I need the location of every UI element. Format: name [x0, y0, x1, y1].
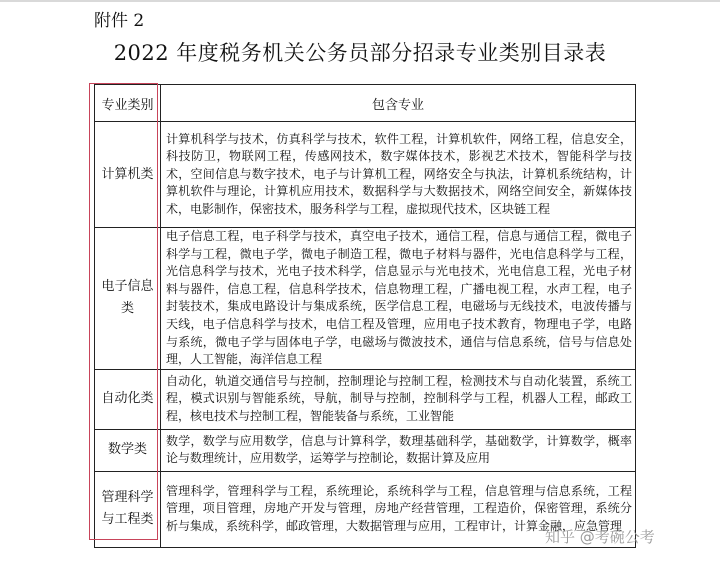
major-category-table	[94, 84, 636, 548]
row-category: 管理科学与工程类	[95, 471, 161, 547]
row-majors: 计算机科学与技术，仿真科学与技术，软件工程，计算机软件，网络工程，信息安全，科技防卫，物联网工程，传感网技术，数字媒体技术，影视艺术技术，智能科学与技术，空间信息与数字技术，电子与计算机工程，网络安全与执法，计算机系统结构，计算机软件与理论，计算机应用技术，数据科学与大数据技术，网络空间安全，新媒体技术，电影制作，保密技术，服务科学与工程，虚拟现代技术，区块链工程	[161, 122, 636, 228]
table-row	[95, 228, 636, 370]
table-row	[95, 122, 636, 228]
row-category: 数学类	[95, 429, 161, 471]
header-category: 专业类别	[95, 85, 161, 122]
row-category: 计算机类	[95, 122, 161, 228]
attachment-label: 附件 2	[94, 11, 145, 31]
row-category: 电子信息类	[95, 228, 161, 370]
row-majors: 管理科学，管理科学与工程，系统理论，系统科学与工程，信息管理与信息系统，工程管理，项目管理，房地产开发与管理，房地产经营管理，工程造价，保密管理，系统分析与集成，系统科学，邮政管理，大数据管理与应用，工程审计，计算金融，应急管理	[161, 471, 636, 547]
header-majors: 包含专业	[161, 85, 636, 122]
top-divider	[0, 0, 720, 2]
table-row	[95, 369, 636, 429]
table-header-row	[95, 85, 636, 122]
watermark: 知乎 @考碗公考	[545, 528, 655, 546]
document-title: 2022 年度税务机关公务员部分招录专业类别目录表	[113, 41, 607, 65]
row-majors: 数学，数学与应用数学，信息与计算科学，数理基础科学，基础数学，计算数学，概率论与数理统计，应用数学，运筹学与控制论，数据计算及应用	[161, 429, 636, 471]
row-majors: 电子信息工程，电子科学与技术，真空电子技术，通信工程，信息与通信工程，微电子科学与工程，微电子学，微电子制造工程，微电子材料与器件，光电信息科学与工程，光信息科学与技术，光电子技术科学，信息显示与光电技术，光电信息工程，光电子材料与器件，信息工程，信息科学技术，信息物理工程，广播电视工程，水声工程，电子封装技术，集成电路设计与集成系统，医学信息工程，电磁场与无线技术，电波传播与天线，电子信息科学与技术，电信工程及管理，应用电子技术教育，物理电子学，电路与系统，微电子学与固体电子学，电磁场与微波技术，通信与信息系统，信号与信息处理，人工智能，海洋信息工程	[161, 228, 636, 370]
row-majors: 自动化，轨道交通信号与控制，控制理论与控制工程，检测技术与自动化装置，系统工程，模式识别与智能系统，导航，制导与控制，控制科学与工程，机器人工程，邮政工程，核电技术与控制工程，智能装备与系统，工业智能	[161, 369, 636, 429]
row-category: 自动化类	[95, 369, 161, 429]
table-row	[95, 429, 636, 471]
